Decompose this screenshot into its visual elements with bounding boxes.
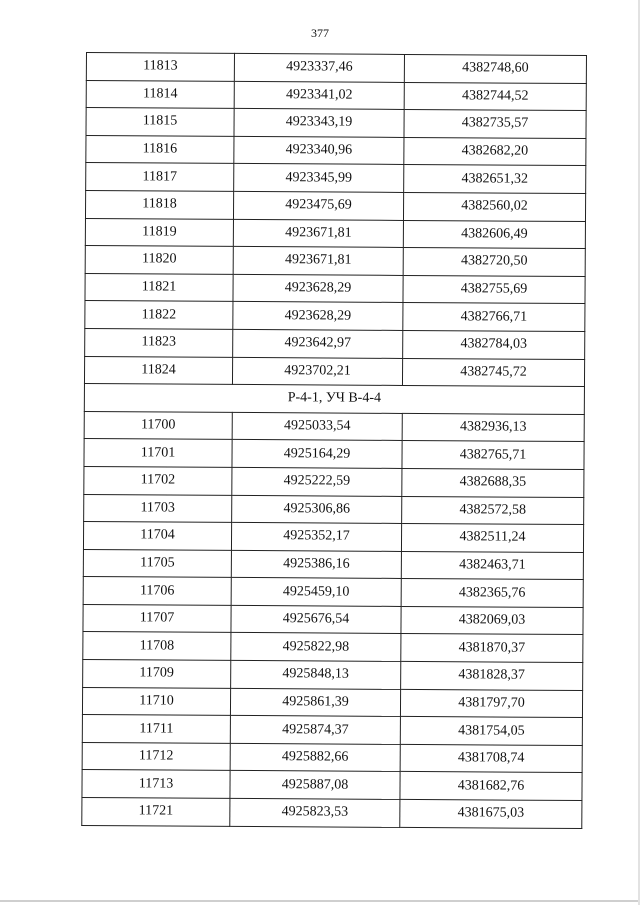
table-row [82,798,582,829]
y-coordinate-cell: 4382511,24 [401,524,583,553]
point-number-cell: 11701 [84,439,232,467]
table-row [83,577,583,608]
y-coordinate-cell: 4382755,69 [403,275,585,304]
y-coordinate-cell: 4382735,57 [404,110,586,139]
point-number-cell: 11816 [86,135,234,163]
point-number-cell: 11700 [84,411,232,439]
point-number-cell: 11710 [82,687,230,715]
x-coordinate-cell: 4923628,29 [233,274,403,303]
x-coordinate-cell: 4923343,19 [234,109,404,138]
x-coordinate-cell: 4923340,96 [234,136,404,165]
table-row [85,246,585,277]
y-coordinate-cell: 4382651,32 [404,165,586,194]
table-row [86,53,586,84]
x-coordinate-cell: 4923345,99 [234,164,404,193]
y-coordinate-cell: 4382069,03 [401,606,583,635]
table-row [84,411,584,442]
x-coordinate-cell: 4925222,59 [232,467,402,496]
y-coordinate-cell: 4381870,37 [401,634,583,663]
y-coordinate-cell: 4381682,76 [400,772,582,801]
point-number-cell: 11822 [85,301,233,329]
point-number-cell: 11712 [82,742,230,770]
point-number-cell: 11824 [84,356,232,384]
point-number-cell: 11817 [86,163,234,191]
table-row [84,494,584,525]
table-row [83,632,583,663]
table-row [84,439,584,470]
y-coordinate-cell: 4381828,37 [401,661,583,690]
x-coordinate-cell: 4925306,86 [232,495,402,524]
section-heading: Р-4-1, УЧ В-4-4 [84,384,584,415]
y-coordinate-cell: 4382365,76 [401,579,583,608]
x-coordinate-cell: 4923628,29 [233,302,403,331]
x-coordinate-cell: 4925676,54 [231,605,401,634]
table-section [84,384,584,415]
y-coordinate-cell: 4381754,05 [400,717,582,746]
point-number-cell: 11708 [83,632,231,660]
x-coordinate-cell: 4925386,16 [231,550,401,579]
point-number-cell: 11819 [85,218,233,246]
x-coordinate-cell: 4925882,66 [230,743,400,772]
x-coordinate-cell: 4923671,81 [233,247,403,276]
point-number-cell: 11704 [83,522,231,550]
table-row [84,356,584,387]
x-coordinate-cell: 4923341,02 [234,81,404,110]
y-coordinate-cell: 4382463,71 [401,551,583,580]
x-coordinate-cell: 4925352,17 [231,522,401,551]
point-number-cell: 11823 [85,328,233,356]
y-coordinate-cell: 4381675,03 [400,799,582,828]
point-number-cell: 11706 [83,577,231,605]
point-number-cell: 11814 [86,80,234,108]
point-number-cell: 11705 [83,549,231,577]
table-row [83,604,583,635]
y-coordinate-cell: 4382720,50 [403,248,585,277]
table-row [86,80,586,111]
table-row [82,770,582,801]
table-row [85,273,585,304]
table-group-b [82,411,585,828]
y-coordinate-cell: 4382936,13 [402,413,584,442]
point-number-cell: 11703 [84,494,232,522]
table-row [83,660,583,691]
x-coordinate-cell: 4925459,10 [231,578,401,607]
y-coordinate-cell: 4381797,70 [400,689,582,718]
table-row [82,687,582,718]
x-coordinate-cell: 4923671,81 [233,219,403,248]
point-number-cell: 11813 [86,53,234,81]
y-coordinate-cell: 4381708,74 [400,744,582,773]
y-coordinate-cell: 4382744,52 [404,82,586,111]
x-coordinate-cell: 4923475,69 [233,191,403,220]
x-coordinate-cell: 4925823,53 [230,798,400,827]
x-coordinate-cell: 4925861,39 [230,688,400,717]
table-row [82,742,582,773]
x-coordinate-cell: 4925874,37 [230,716,400,745]
table-row [85,328,585,359]
x-coordinate-cell: 4925848,13 [231,660,401,689]
point-number-cell: 11821 [85,273,233,301]
y-coordinate-cell: 4382765,71 [402,441,584,470]
point-number-cell: 11818 [85,190,233,218]
table-row [86,163,586,194]
y-coordinate-cell: 4382682,20 [404,137,586,166]
table-row [85,301,585,332]
x-coordinate-cell: 4925822,98 [231,633,401,662]
table-row [84,466,584,497]
y-coordinate-cell: 4382606,49 [403,220,585,249]
table-row [82,715,582,746]
x-coordinate-cell: 4923337,46 [234,53,404,82]
table-row [85,190,585,221]
table-row [86,135,586,166]
point-number-cell: 11820 [85,246,233,274]
point-number-cell: 11707 [83,604,231,632]
y-coordinate-cell: 4382572,58 [402,496,584,525]
y-coordinate-cell: 4382560,02 [403,192,585,221]
y-coordinate-cell: 4382688,35 [402,468,584,497]
section-heading-row [84,384,584,415]
x-coordinate-cell: 4923702,21 [232,357,402,386]
y-coordinate-cell: 4382745,72 [402,358,584,387]
table-row [86,108,586,139]
y-coordinate-cell: 4382766,71 [403,303,585,332]
point-number-cell: 11702 [84,466,232,494]
x-coordinate-cell: 4925033,54 [232,412,402,441]
point-number-cell: 11711 [82,715,230,743]
y-coordinate-cell: 4382784,03 [403,330,585,359]
point-number-cell: 11815 [86,108,234,136]
coordinates-table [81,52,587,829]
x-coordinate-cell: 4925887,08 [230,771,400,800]
table-row [83,549,583,580]
x-coordinate-cell: 4923642,97 [233,329,403,358]
table-row [83,522,583,553]
page-bottom-edge [0,900,640,902]
y-coordinate-cell: 4382748,60 [404,54,586,83]
table-group-a [84,53,586,387]
page-number: 377 [311,26,329,40]
table-row [85,218,585,249]
x-coordinate-cell: 4925164,29 [232,440,402,469]
point-number-cell: 11713 [82,770,230,798]
point-number-cell: 11709 [83,660,231,688]
point-number-cell: 11721 [82,798,230,826]
